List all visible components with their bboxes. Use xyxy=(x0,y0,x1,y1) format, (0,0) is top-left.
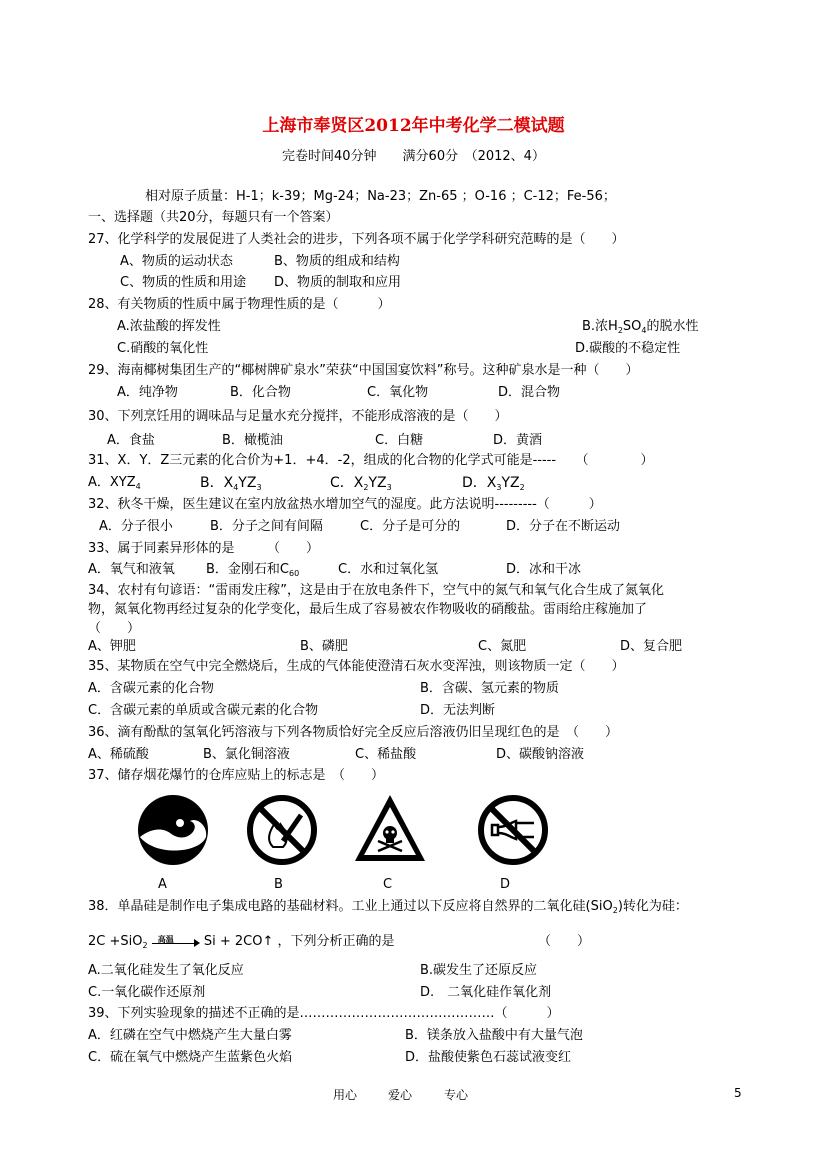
page-title: 上海市奉贤区2012年中考化学二模试题 xyxy=(262,116,565,136)
oxidizer-sign-icon xyxy=(136,793,210,871)
q30-option-a: A．食盐 xyxy=(107,433,155,448)
q33-option-b: B．金刚石和$C_{60}$ xyxy=(206,562,300,578)
toxic-skull-warning-icon xyxy=(353,793,427,869)
q32-option-d: D．分子在不断运动 xyxy=(506,519,621,534)
q30-option-c: C．白糖 xyxy=(375,433,424,448)
q35-option-c: C．含碳元素的单质或含碳元素的化合物 xyxy=(88,703,319,718)
q36-option-d: D、碳酸钠溶液 xyxy=(496,747,585,762)
symbol-label-c: C xyxy=(383,877,393,892)
q35-option-d: D．无法判断 xyxy=(420,703,496,718)
no-horn-icon xyxy=(476,793,550,871)
q28-option-d: D.碳酸的不稳定性 xyxy=(575,341,681,356)
q27-option-b: B、物质的组成和结构 xyxy=(274,254,400,269)
page-number: 5 xyxy=(734,1086,742,1100)
q33-option-c: C．水和过氧化氢 xyxy=(338,562,439,577)
footer-item: 爱心 xyxy=(388,1088,413,1102)
q38-stem: 38．单晶硅是制作电子集成电路的基础材料。工业上通过以下反应将自然界的二氧化硅(SiO$_2$)转化为硅： xyxy=(88,899,688,915)
q31-option-d: D．$X_3YZ_2$ xyxy=(462,475,525,492)
q28-option-c: C.硝酸的氧化性 xyxy=(117,341,209,356)
section-heading: 一、选择题（共20分，每题只有一个答案） xyxy=(88,210,339,225)
q37-stem: 37、储存烟花爆竹的仓库应贴上的标志是 （ ） xyxy=(88,768,385,783)
q33-option-d: D．冰和干冰 xyxy=(506,562,582,577)
no-smoking-no-fire-icon xyxy=(245,793,319,871)
q34-option-d: D、复合肥 xyxy=(620,639,683,654)
q28-option-a: A.浓盐酸的挥发性 xyxy=(117,319,221,334)
q30-option-d: D．黄酒 xyxy=(493,433,543,448)
q27-option-c: C、物质的性质和用途 xyxy=(120,275,247,290)
q39-stem: 39、下列实验现象的描述不正确的是………………………………………（ ） xyxy=(88,1006,560,1021)
q38-option-d: D. 二氧化硅作氧化剂 xyxy=(420,985,552,1000)
q28-stem: 28、有关物质的性质中属于物理性质的是（ ） xyxy=(88,297,391,312)
symbol-label-b: B xyxy=(274,877,283,892)
q36-option-c: C、稀盐酸 xyxy=(355,747,417,762)
q29-option-a: A．纯净物 xyxy=(117,385,178,400)
q35-option-a: A．含碳元素的化合物 xyxy=(88,681,214,696)
atomic-mass-line: 相对原子质量：H-1；k-39；Mg-24；Na-23；Zn-65 ；O-16 ；C-12；Fe-56； xyxy=(145,189,616,204)
q34-option-a: A、钾肥 xyxy=(88,639,136,654)
q35-option-b: B．含碳、氢元素的物质 xyxy=(420,681,559,696)
q32-option-b: B．分子之间有间隔 xyxy=(210,519,323,534)
q27-option-a: A、物质的运动状态 xyxy=(120,254,233,269)
q38-equation: 2C +SiO$_2$ 高温 Si + 2CO↑ ，下列分析正确的是 xyxy=(88,934,395,950)
q33-option-a: A．氧气和液氧 xyxy=(88,562,175,577)
q30-option-b: B．橄榄油 xyxy=(222,433,283,448)
q36-option-b: B、氯化铜溶液 xyxy=(203,747,290,762)
q36-stem: 36、滴有酚酞的氢氧化钙溶液与下列各物质恰好完全反应后溶液仍旧呈现红色的是 （ ） xyxy=(88,725,619,740)
q39-option-b: B．镁条放入盐酸中有大量气泡 xyxy=(405,1028,583,1043)
q32-option-c: C．分子是可分的 xyxy=(360,519,461,534)
q38-option-c: C.一氧化碳作还原剂 xyxy=(88,985,206,1000)
q31-option-b: B．$X_4YZ_3$ xyxy=(200,475,262,492)
q31-stem: 31、X．Y．Z三元素的化合价为+1．+4．-2，组成的化合物的化学式可能是----- （ ） xyxy=(88,453,654,468)
q31-option-a: A．$XYZ_4$ xyxy=(88,475,141,491)
q33-stem: 33、属于同素异形体的是 （ ） xyxy=(88,541,320,556)
q34-line1: 34、农村有句谚语：“雷雨发庄稼”，这是由于在放电条件下，空气中的氮气和氧气化合生成了氮氧化 xyxy=(88,583,665,598)
q36-option-a: A、稀硫酸 xyxy=(88,747,149,762)
q29-option-c: C．氧化物 xyxy=(367,385,429,400)
q29-stem: 29、海南椰树集团生产的“椰树牌矿泉水”荣获“中国国宴饮料”称号。这种矿泉水是一种（ ） xyxy=(88,363,639,378)
q38-option-b: B.碳发生了还原反应 xyxy=(420,963,538,978)
q34-option-b: B、磷肥 xyxy=(300,639,348,654)
q38-bracket: （ ） xyxy=(538,934,591,949)
q39-option-a: A．红磷在空气中燃烧产生大量白雾 xyxy=(88,1028,292,1043)
q29-option-b: B．化合物 xyxy=(230,385,291,400)
symbol-label-d: D xyxy=(500,877,511,892)
q27-option-d: D、物质的制取和应用 xyxy=(274,275,402,290)
q34-line2: 物，氮氧化物再经过复杂的化学变化，最后生成了容易被农作物吸收的硝酸盐。雷雨给庄稼施加了 xyxy=(88,602,648,617)
symbol-label-a: A xyxy=(158,877,167,892)
q34-line3: （ ） xyxy=(88,621,141,636)
q32-option-a: A．分子很小 xyxy=(99,519,173,534)
q28-option-b: B.浓$H_2SO_4$的脱水性 xyxy=(582,319,699,335)
q27-stem: 27、化学科学的发展促进了人类社会的进步，下列各项不属于化学学科研究范畴的是（ ） xyxy=(88,232,625,247)
q35-stem: 35、某物质在空气中完全燃烧后，生成的气体能使澄清石灰水变浑浊，则该物质一定（ ） xyxy=(88,659,625,674)
q34-option-c: C、氮肥 xyxy=(478,639,527,654)
q30-stem: 30、下列烹饪用的调味品与足量水充分搅拌，不能形成溶液的是（ ） xyxy=(88,409,508,424)
footer-item: 用心 xyxy=(333,1088,358,1102)
q32-stem: 32、秋冬干燥，医生建议在室内放盆热水增加空气的湿度。此方法说明---------（ ） xyxy=(88,497,602,512)
q39-option-d: D．盐酸使紫色石蕊试液变红 xyxy=(405,1050,572,1065)
reaction-arrow-icon: 高温 xyxy=(152,935,200,949)
q39-option-c: C．硫在氧气中燃烧产生蓝紫色火焰 xyxy=(88,1050,293,1065)
footer-item: 专心 xyxy=(444,1088,469,1102)
q29-option-d: D．混合物 xyxy=(498,385,561,400)
exam-info: 完卷时间40分钟 满分60分 （2012、4） xyxy=(282,149,545,164)
q38-option-a: A.二氧化硅发生了氧化反应 xyxy=(88,963,244,978)
q31-option-c: C．$X_2YZ_3$ xyxy=(330,475,392,492)
